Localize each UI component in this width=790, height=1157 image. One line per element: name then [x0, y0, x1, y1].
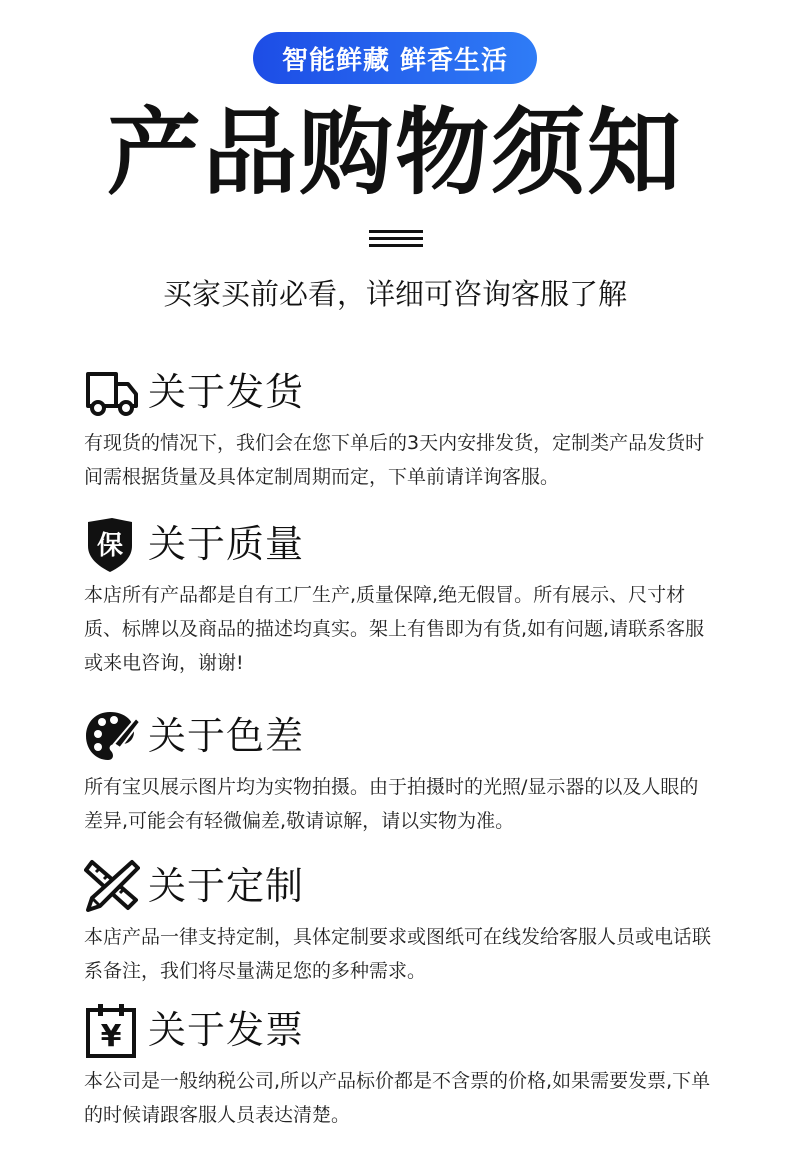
section-customization: [84, 858, 724, 988]
shield-icon: [84, 516, 140, 572]
section-text: 所有宝贝展示图片均为实物拍摄。由于拍摄时的光照/显示器的以及人眼的差异,可能会有轻微偏差,敬请谅解，请以实物为准。: [84, 776, 699, 832]
section-invoice: [84, 1002, 724, 1132]
section-text: 本店所有产品都是自有工厂生产,质量保障,绝无假冒。所有展示、尺寸材质、标牌以及商品的描述均真实。架上有售即为有货,如有问题,请联系客服或来电咨询，谢谢!: [84, 584, 705, 674]
section-text: 本公司是一般纳税公司,所以产品标价都是不含票的价格,如果需要发票,下单的时候请跟客服人员表达清楚。: [84, 1070, 711, 1126]
section-color-difference: [84, 708, 724, 838]
tagline-badge: 智能鲜藏 鲜香生活: [253, 32, 537, 84]
section-title: 关于色差: [148, 714, 305, 758]
invoice-icon: [84, 1002, 140, 1058]
section-title: 关于质量: [148, 522, 305, 566]
section-text: 有现货的情况下，我们会在您下单后的3天内安排发货，定制类产品发货时间需根据货量及具体定制周期而定，下单前请详询客服。: [84, 432, 705, 488]
truck-icon: [84, 364, 140, 420]
svg-text:¥: ¥: [100, 1019, 122, 1054]
section-title: 关于发货: [148, 370, 305, 414]
section-text: 本店产品一律支持定制，具体定制要求或图纸可在线发给客服人员或电话联系备注，我们将尽量满足您的多种需求。: [84, 926, 712, 982]
svg-text:保: 保: [96, 531, 124, 561]
divider-line: [369, 237, 423, 240]
ruler-pencil-icon: [84, 858, 140, 914]
section-quality: [84, 516, 724, 680]
divider-line: [369, 230, 423, 233]
section-title: 关于发票: [148, 1008, 305, 1052]
section-shipping: [84, 364, 724, 494]
palette-icon: [84, 708, 140, 764]
section-title: 关于定制: [148, 864, 305, 908]
page-subtitle: 买家买前必看，详细可咨询客服了解: [162, 277, 627, 311]
divider-line: [369, 244, 423, 247]
page-title: 产品购物须知: [106, 99, 683, 208]
